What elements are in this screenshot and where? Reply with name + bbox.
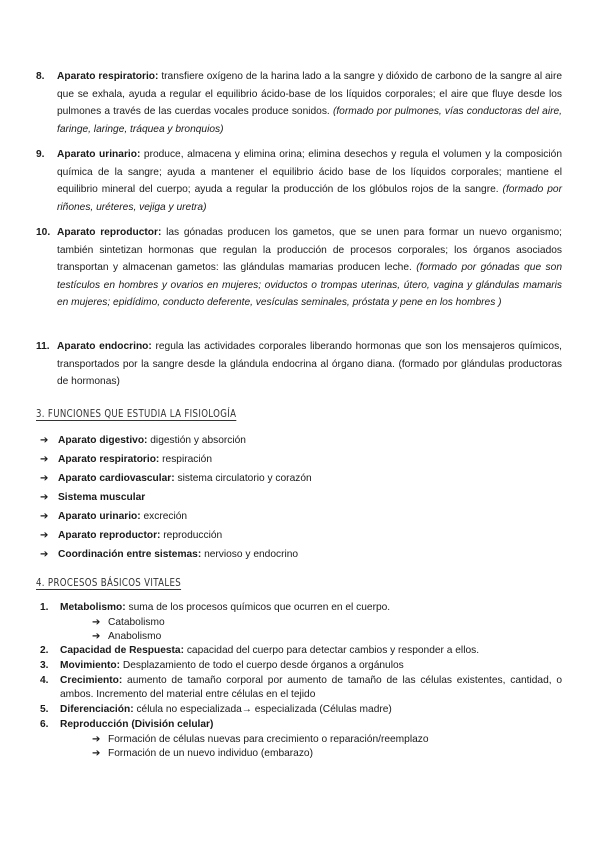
list-item (40, 703, 562, 717)
system-name: Aparato endocrino: (57, 341, 152, 352)
list-item (40, 659, 562, 673)
section-4-heading: 4. PROCESOS BÁSICOS VITALES (36, 577, 182, 589)
item-label: Aparato urinario: (58, 511, 141, 522)
system-item-reproductive (36, 224, 562, 312)
item-text: sistema circulatorio y corazón (174, 473, 312, 484)
system-item-endocrine (36, 338, 562, 391)
system-note: (formado por gónadas que son testículos en hombres y ovarios en mujeres; oviductos o trompas uterinas, útero, vagina y glándulas mamaris en mujeres; epidídimo, conducto deferente, vesículas seminales, próstata y pene en los hombres ) (57, 262, 562, 308)
item-label: Crecimiento: (60, 675, 123, 686)
list-item (40, 601, 562, 615)
item-text: aumento de tamaño corporal por aumento de tamaño de las células existentes, cantidad, o ambos. Incremento del material entre células en el tejido (60, 675, 562, 700)
system-note: (formado por pulmones, vías conductoras del aire, faringe, laringe, tráquea y bronquios) (57, 106, 562, 135)
item-label: Aparato cardiovascular: (58, 473, 175, 484)
sub-item-text: Anabolismo (108, 631, 162, 642)
arrow-icon: ➔ (40, 530, 49, 541)
item-label: Metabolismo: (60, 602, 126, 613)
item-text: nervioso y endocrino (201, 549, 299, 560)
system-item-urinary (36, 146, 562, 216)
sub-item (92, 747, 313, 760)
item-label: Aparato reproductor: (58, 530, 161, 541)
arrow-icon: ➔ (40, 511, 49, 522)
list-item (40, 644, 562, 658)
list-item (40, 434, 246, 448)
system-name: Aparato urinario: (57, 149, 141, 160)
sub-item (92, 630, 161, 643)
arrow-icon: ➔ (92, 734, 101, 745)
item-number: 2. (40, 645, 49, 656)
item-label: Sistema muscular (58, 492, 146, 503)
item-text: suma de los procesos químicos que ocurren en el cuerpo. (125, 602, 391, 613)
sub-item (92, 733, 429, 746)
item-number: 9. (36, 149, 45, 160)
item-label: Aparato digestivo: (58, 435, 148, 446)
item-number: 5. (40, 704, 49, 715)
item-label: Reproducción (División celular) (60, 719, 214, 730)
item-label: Capacidad de Respuesta: (60, 645, 184, 656)
list-item (40, 491, 145, 505)
system-item-respiratory (36, 68, 562, 138)
item-text: digestión y absorción (147, 435, 246, 446)
item-label: Aparato respiratorio: (58, 454, 160, 465)
item-label: Movimiento: (60, 660, 120, 671)
sub-item-text: Formación de un nuevo individuo (embarazo) (108, 748, 313, 759)
list-item (40, 548, 298, 562)
item-text: célula no especializada→ especializada (Células madre) (133, 704, 392, 715)
system-note: (formado por riñones, uréteres, vejiga y uretra) (57, 184, 562, 213)
sub-item-text: Catabolismo (108, 617, 165, 628)
system-description: transfiere oxígeno de la harina lado a la sangre y dióxido de carbono de la sangre al aire que se exhala, ayuda a regular el equilibrio ácido-base de los líquidos corporales; el aire que fluye desde los pulmones a través de las cuerdas vocales produce sonidos. (57, 71, 563, 117)
arrow-icon: ➔ (40, 473, 49, 484)
list-item (40, 529, 222, 543)
item-text: excreción (140, 511, 188, 522)
system-name: Aparato respiratorio: (57, 71, 159, 82)
arrow-icon: ➔ (40, 454, 49, 465)
list-item (40, 453, 212, 467)
item-number: 10. (36, 227, 51, 238)
item-text: capacidad del cuerpo para detectar cambios y responder a ellos. (184, 645, 480, 656)
section-3-heading: 3. FUNCIONES QUE ESTUDIA LA FISIOLOGÍA (36, 408, 237, 420)
list-item (40, 718, 562, 732)
arrow-icon: ➔ (92, 617, 101, 628)
item-label: Diferenciación: (60, 704, 134, 715)
item-text: Desplazamiento de todo el cuerpo desde órganos a orgánulos (120, 660, 404, 671)
system-description: las gónadas producen los gametos, que se unen para formar un nuevo organismo; también sintetizan hormonas que regulan la producción de procesos corporales; los órganos asociados transportan y almacenan gametos: las glándulas mamarias producen leche. (57, 227, 562, 273)
item-number: 4. (40, 675, 49, 686)
sub-item-text: Formación de células nuevas para crecimiento o reparación/reemplazo (108, 734, 429, 745)
arrow-icon: ➔ (40, 492, 49, 503)
system-name: Aparato reproductor: (57, 227, 162, 238)
item-text: reproducción (160, 530, 223, 541)
sub-item (92, 616, 165, 629)
system-description: produce, almacena y elimina orina; elimina desechos y regula el volumen y la composición química de la sangre; ayuda a mantener el equilibrio ácido base de los líquidos corporales; mantiene el equilibrio mineral del cuerpo; ayuda a regular la producción de los glóbulos rojos de la sangre. (57, 149, 562, 195)
system-description: regula las actividades corporales liberando hormonas que son los mensajeros químicos, transportados por la sangre desde la glándula endocrina al órgano diana. (formado por glándulas productoras de hormonas) (57, 341, 562, 387)
item-label: Coordinación entre sistemas: (58, 549, 202, 560)
list-item (40, 510, 187, 524)
arrow-icon: ➔ (40, 549, 49, 560)
item-number: 11. (36, 341, 50, 352)
item-text: respiración (159, 454, 212, 465)
item-number: 6. (40, 719, 49, 730)
list-item (40, 674, 562, 702)
item-number: 3. (40, 660, 49, 671)
item-number: 1. (40, 602, 49, 613)
arrow-icon: ➔ (40, 435, 49, 446)
list-item (40, 472, 312, 486)
arrow-icon: ➔ (92, 748, 101, 759)
item-number: 8. (36, 71, 45, 82)
arrow-icon: ➔ (92, 631, 101, 642)
